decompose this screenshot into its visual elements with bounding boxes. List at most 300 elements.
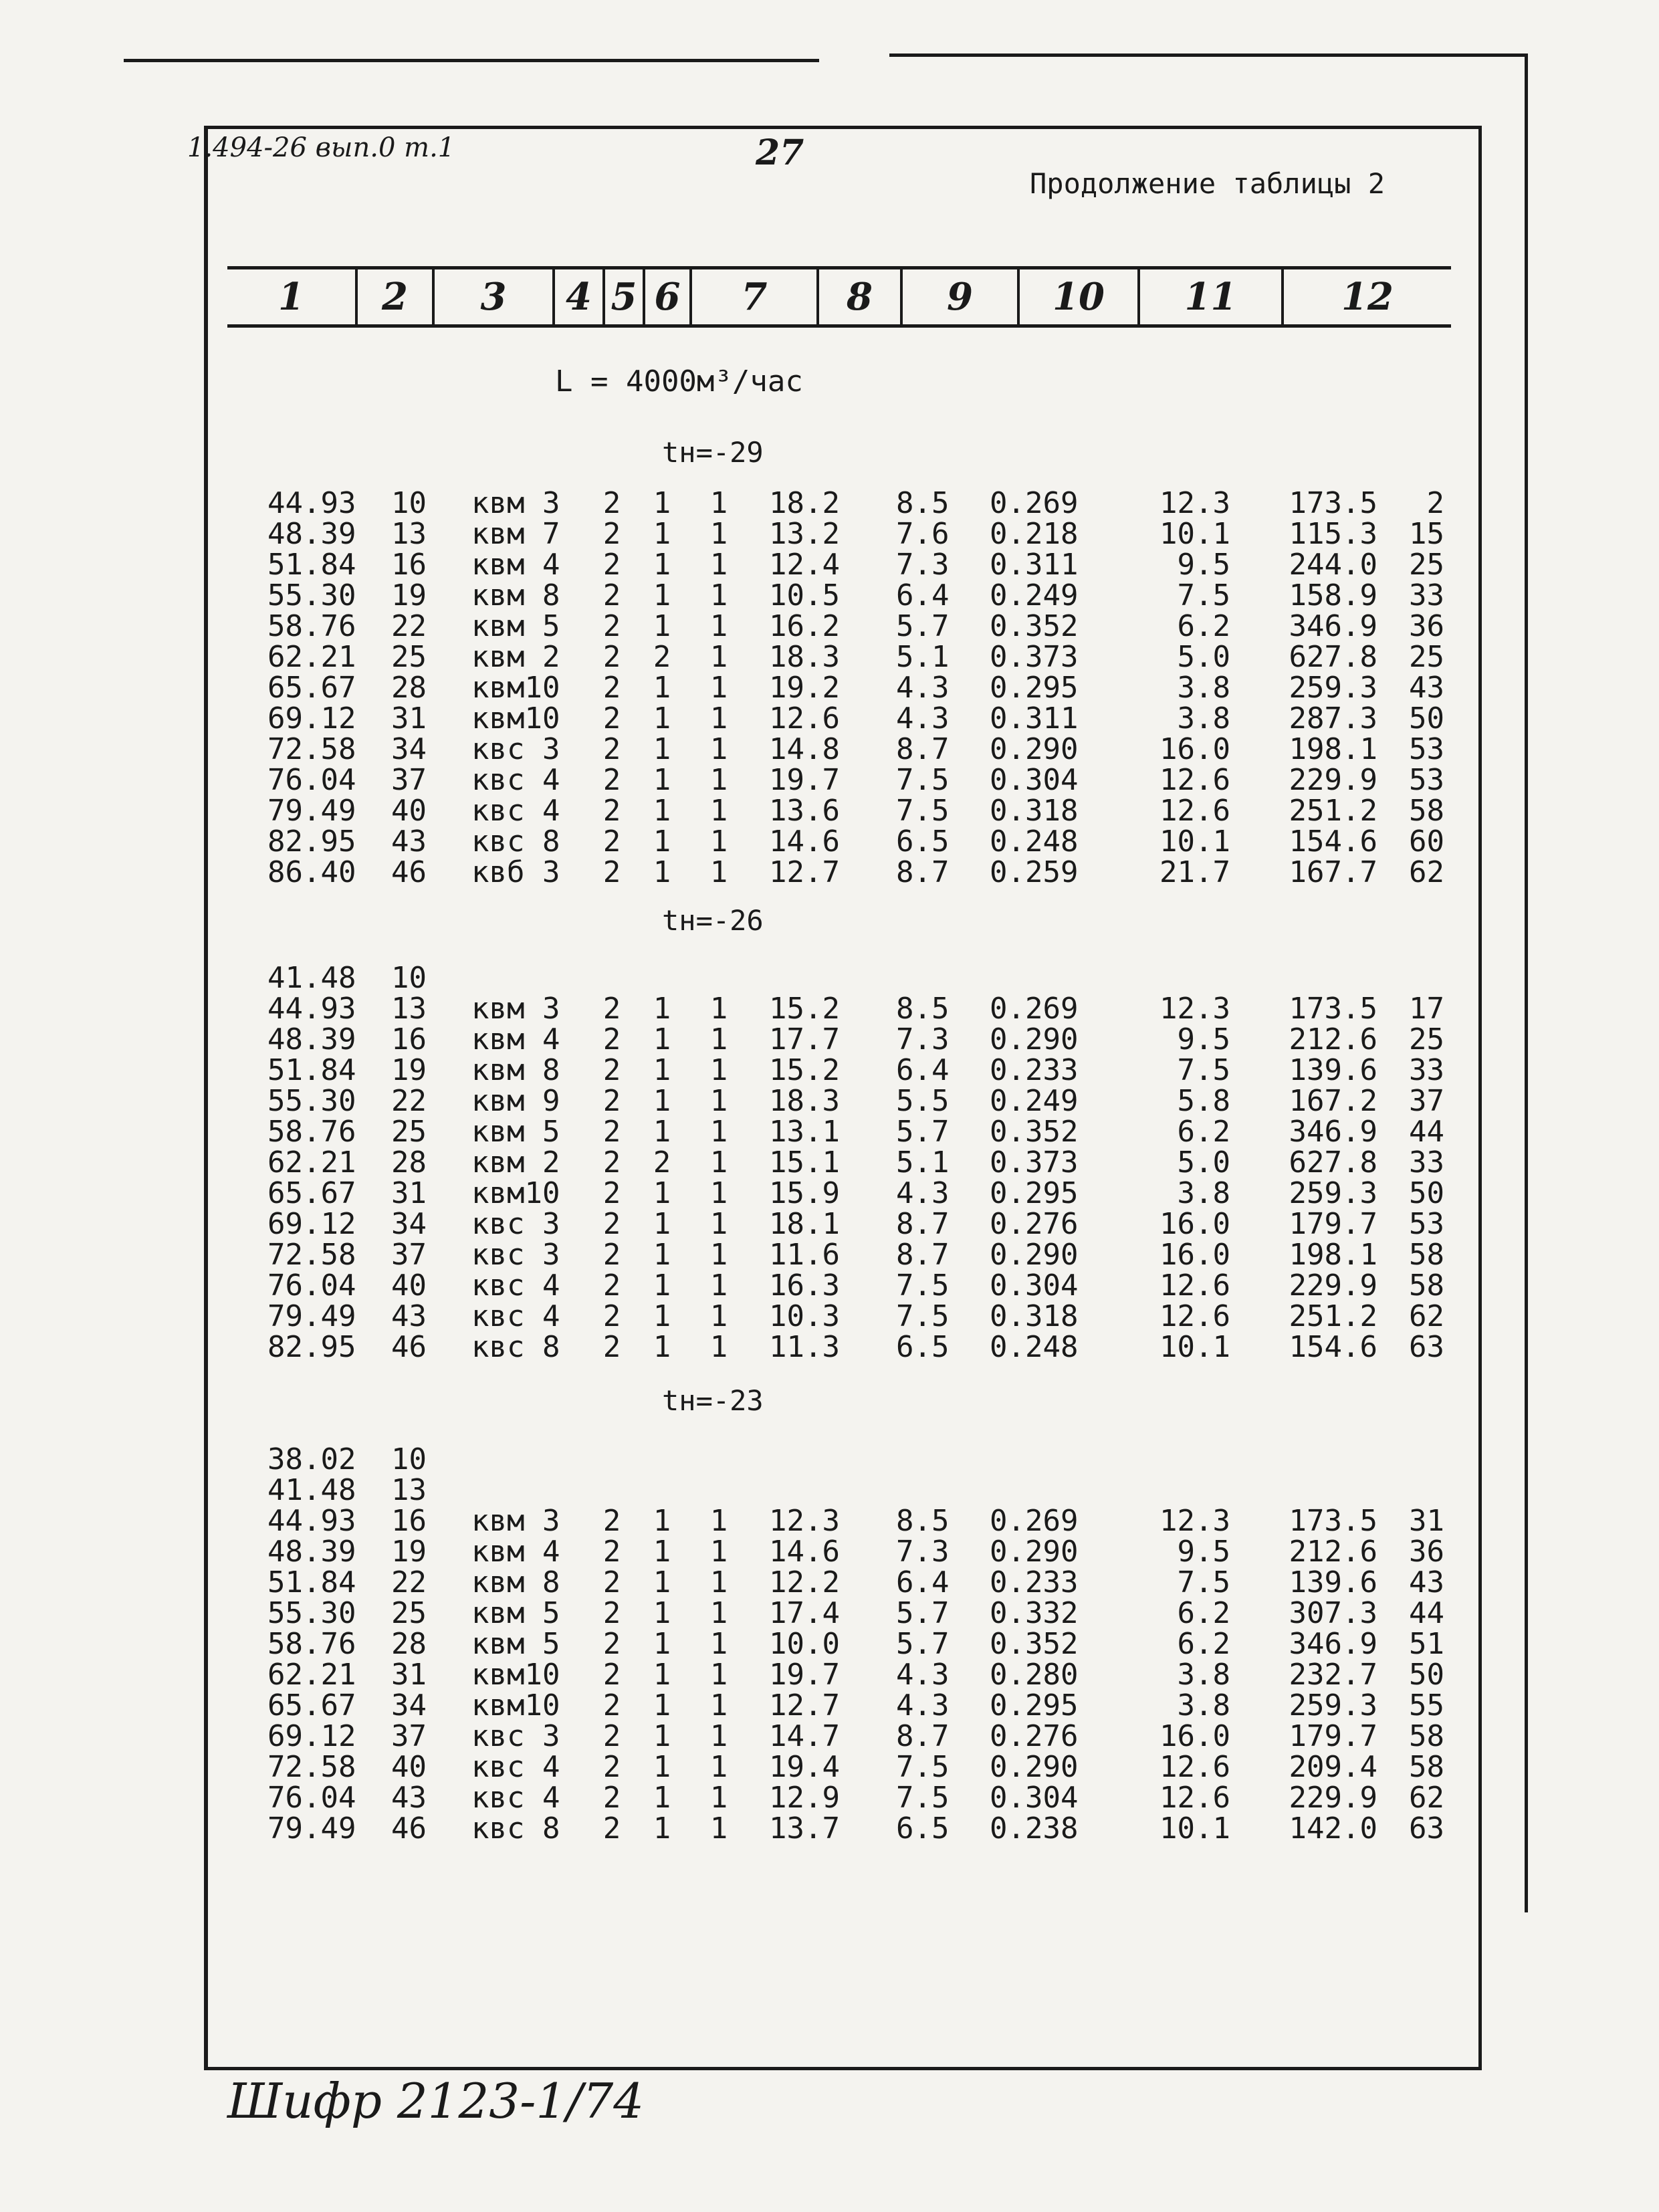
cell-col-7: 13.1 (769, 1115, 840, 1149)
cell-col-3: квм 5 (471, 1596, 560, 1630)
cell-col-6: 1 (709, 1299, 728, 1333)
cell-col-11: 251.2 (1289, 794, 1377, 828)
cell-col-12: 25 (1409, 1022, 1444, 1057)
cell-col-7: 16.2 (769, 609, 840, 643)
cell-col-4: 2 (602, 1719, 621, 1753)
cell-col-11: 232.7 (1289, 1658, 1377, 1692)
column-number-row (227, 266, 1451, 328)
cell-col-11: 173.5 (1289, 1504, 1377, 1538)
cell-col-2: 13 (391, 1473, 427, 1507)
table-row (0, 1537, 1659, 1567)
cell-col-5: 1 (653, 1299, 671, 1333)
cell-col-1: 79.49 (267, 794, 356, 828)
cell-col-2: 37 (391, 1238, 427, 1272)
cell-col-4: 2 (602, 640, 621, 674)
cell-col-11: 627.8 (1289, 640, 1377, 674)
cell-col-12: 58 (1409, 794, 1444, 828)
cell-col-11: 346.9 (1289, 1115, 1377, 1149)
cell-col-2: 25 (391, 640, 427, 674)
cell-col-4: 2 (602, 824, 621, 859)
cell-col-7: 11.6 (769, 1238, 840, 1272)
cell-col-9: 0.269 (990, 1504, 1079, 1538)
cell-col-12: 60 (1409, 824, 1444, 859)
cell-col-6: 1 (709, 609, 728, 643)
cell-col-5: 1 (653, 1750, 671, 1784)
cell-col-7: 18.3 (769, 1084, 840, 1118)
cell-col-5: 1 (653, 1053, 671, 1087)
cell-col-2: 46 (391, 855, 427, 889)
cell-col-5: 1 (653, 486, 671, 520)
cell-col-9: 0.269 (990, 992, 1079, 1026)
cell-col-2: 46 (391, 1811, 427, 1846)
cell-col-12: 33 (1409, 1053, 1444, 1087)
cell-col-7: 18.1 (769, 1207, 840, 1241)
cell-col-1: 72.58 (267, 1238, 356, 1272)
cell-col-3: квс 8 (471, 1330, 560, 1364)
column-number-5: 5 (605, 269, 645, 324)
cell-col-3: квм 9 (471, 1084, 560, 1118)
section-title: tн=-23 (662, 1384, 764, 1417)
cell-col-4: 2 (602, 1115, 621, 1149)
table-row (0, 1629, 1659, 1660)
cell-col-8: 8.7 (896, 732, 950, 766)
table-row (0, 1690, 1659, 1721)
cell-col-3: квм 5 (471, 1115, 560, 1149)
cell-col-12: 36 (1409, 1535, 1444, 1569)
cell-col-6: 1 (709, 1811, 728, 1846)
cell-col-1: 38.02 (267, 1442, 356, 1476)
cell-col-11: 167.2 (1289, 1084, 1377, 1118)
cell-col-3: квс 3 (471, 1719, 560, 1753)
cell-col-5: 1 (653, 855, 671, 889)
cell-col-5: 1 (653, 609, 671, 643)
cell-col-3: квм 5 (471, 609, 560, 643)
cell-col-6: 1 (709, 548, 728, 582)
cell-col-7: 15.9 (769, 1176, 840, 1210)
cell-col-11: 229.9 (1289, 763, 1377, 797)
cell-col-4: 2 (602, 1207, 621, 1241)
cell-col-2: 40 (391, 1268, 427, 1303)
table-row (0, 963, 1659, 994)
table-row (0, 1178, 1659, 1209)
cell-col-4: 2 (602, 486, 621, 520)
cell-col-1: 41.48 (267, 961, 356, 995)
cell-col-4: 2 (602, 1750, 621, 1784)
cell-col-7: 16.3 (769, 1268, 840, 1303)
cell-col-12: 43 (1409, 671, 1444, 705)
cell-col-12: 17 (1409, 992, 1444, 1026)
cell-col-6: 1 (709, 1268, 728, 1303)
cell-col-1: 58.76 (267, 609, 356, 643)
cell-col-9: 0.233 (990, 1053, 1079, 1087)
cell-col-6: 1 (709, 1596, 728, 1630)
cell-col-5: 1 (653, 1504, 671, 1538)
table-row (0, 488, 1659, 519)
section-title: tн=-29 (662, 436, 764, 469)
cell-col-7: 14.6 (769, 824, 840, 859)
table-row (0, 1567, 1659, 1598)
cell-col-3: квм10 (471, 1176, 560, 1210)
document-code: 1.494-26 вып.0 т.1 (187, 132, 455, 163)
cell-col-3: квб 3 (471, 855, 560, 889)
cell-col-7: 19.4 (769, 1750, 840, 1784)
cell-col-11: 259.3 (1289, 1176, 1377, 1210)
cell-col-9: 0.290 (990, 1535, 1079, 1569)
cell-col-10: 3.8 (1177, 1688, 1230, 1723)
cell-col-9: 0.352 (990, 1115, 1079, 1149)
cell-col-1: 79.49 (267, 1811, 356, 1846)
table-row (0, 550, 1659, 580)
cell-col-7: 13.2 (769, 517, 840, 551)
cell-col-2: 34 (391, 1688, 427, 1723)
cell-col-3: квс 4 (471, 1781, 560, 1815)
cell-col-9: 0.218 (990, 517, 1079, 551)
cell-col-4: 2 (602, 1504, 621, 1538)
cell-col-2: 43 (391, 1781, 427, 1815)
cell-col-6: 1 (709, 763, 728, 797)
cell-col-7: 17.7 (769, 1022, 840, 1057)
cell-col-10: 3.8 (1177, 671, 1230, 705)
cell-col-1: 55.30 (267, 1084, 356, 1118)
cell-col-6: 1 (709, 1658, 728, 1692)
cell-col-7: 14.8 (769, 732, 840, 766)
cell-col-1: 65.67 (267, 671, 356, 705)
cell-col-10: 16.0 (1159, 1238, 1230, 1272)
table-row (0, 519, 1659, 550)
cell-col-5: 1 (653, 578, 671, 613)
cell-col-9: 0.318 (990, 1299, 1079, 1333)
cell-col-1: 76.04 (267, 763, 356, 797)
cell-col-11: 142.0 (1289, 1811, 1377, 1846)
cell-col-2: 37 (391, 763, 427, 797)
cell-col-3: квм 4 (471, 1022, 560, 1057)
cell-col-12: 62 (1409, 855, 1444, 889)
section-title: tн=-26 (662, 904, 764, 937)
cell-col-4: 2 (602, 763, 621, 797)
table-row (0, 1086, 1659, 1117)
cell-col-12: 50 (1409, 1658, 1444, 1692)
cell-col-11: 287.3 (1289, 701, 1377, 736)
cell-col-7: 12.7 (769, 855, 840, 889)
cell-col-1: 82.95 (267, 1330, 356, 1364)
column-number-1: 1 (227, 269, 358, 324)
cell-col-11: 259.3 (1289, 671, 1377, 705)
cell-col-12: 53 (1409, 732, 1444, 766)
table-row (0, 1270, 1659, 1301)
cell-col-4: 2 (602, 1145, 621, 1180)
cell-col-3: квм10 (471, 701, 560, 736)
cell-col-12: 63 (1409, 1330, 1444, 1364)
cell-col-7: 12.7 (769, 1688, 840, 1723)
cell-col-5: 1 (653, 1084, 671, 1118)
cell-col-11: 229.9 (1289, 1781, 1377, 1815)
cell-col-7: 18.3 (769, 640, 840, 674)
cell-col-8: 4.3 (896, 701, 950, 736)
cell-col-5: 1 (653, 824, 671, 859)
cell-col-10: 16.0 (1159, 1207, 1230, 1241)
cell-col-8: 5.7 (896, 609, 950, 643)
cell-col-5: 1 (653, 1688, 671, 1723)
cell-col-12: 33 (1409, 1145, 1444, 1180)
cell-col-12: 25 (1409, 640, 1444, 674)
cell-col-11: 346.9 (1289, 1627, 1377, 1661)
top-rule-right (889, 53, 1525, 57)
cell-col-6: 1 (709, 1022, 728, 1057)
table-title: Продолжение таблицы 2 (1030, 167, 1386, 200)
cell-col-11: 244.0 (1289, 548, 1377, 582)
cell-col-12: 58 (1409, 1268, 1444, 1303)
cell-col-3: квм10 (471, 1688, 560, 1723)
cell-col-7: 10.0 (769, 1627, 840, 1661)
cell-col-8: 5.7 (896, 1115, 950, 1149)
cell-col-1: 79.49 (267, 1299, 356, 1333)
cell-col-6: 1 (709, 578, 728, 613)
cell-col-12: 50 (1409, 1176, 1444, 1210)
cell-col-11: 154.6 (1289, 824, 1377, 859)
cell-col-11: 627.8 (1289, 1145, 1377, 1180)
cell-col-4: 2 (602, 1268, 621, 1303)
cell-col-10: 12.6 (1159, 794, 1230, 828)
cell-col-1: 76.04 (267, 1781, 356, 1815)
cell-col-7: 14.7 (769, 1719, 840, 1753)
cell-col-8: 7.5 (896, 1299, 950, 1333)
table-row (0, 1301, 1659, 1332)
cell-col-10: 6.2 (1177, 1627, 1230, 1661)
cell-col-6: 1 (709, 1207, 728, 1241)
cell-col-8: 7.5 (896, 794, 950, 828)
flow-label: L = 4000м³/час (555, 364, 803, 399)
cell-col-3: квм 7 (471, 517, 560, 551)
cell-col-11: 158.9 (1289, 578, 1377, 613)
cell-col-5: 2 (653, 640, 671, 674)
cell-col-8: 4.3 (896, 1688, 950, 1723)
cell-col-8: 6.4 (896, 1565, 950, 1599)
cell-col-9: 0.249 (990, 578, 1079, 613)
cell-col-3: квм 8 (471, 578, 560, 613)
cell-col-4: 2 (602, 1596, 621, 1630)
cell-col-10: 10.1 (1159, 1330, 1230, 1364)
cell-col-4: 2 (602, 701, 621, 736)
cell-col-7: 19.2 (769, 671, 840, 705)
cell-col-6: 1 (709, 1238, 728, 1272)
cell-col-9: 0.311 (990, 701, 1079, 736)
cell-col-4: 2 (602, 1176, 621, 1210)
cell-col-10: 12.3 (1159, 1504, 1230, 1538)
cell-col-5: 1 (653, 1596, 671, 1630)
cell-col-6: 1 (709, 1750, 728, 1784)
cell-col-6: 1 (709, 794, 728, 828)
cell-col-7: 17.4 (769, 1596, 840, 1630)
cell-col-9: 0.304 (990, 1781, 1079, 1815)
cell-col-10: 3.8 (1177, 1176, 1230, 1210)
cell-col-1: 82.95 (267, 824, 356, 859)
cell-col-1: 51.84 (267, 1053, 356, 1087)
cell-col-10: 12.6 (1159, 763, 1230, 797)
cell-col-1: 62.21 (267, 1145, 356, 1180)
cell-col-3: квм 2 (471, 1145, 560, 1180)
cell-col-11: 212.6 (1289, 1022, 1377, 1057)
cell-col-10: 6.2 (1177, 1596, 1230, 1630)
cell-col-4: 2 (602, 732, 621, 766)
cell-col-9: 0.280 (990, 1658, 1079, 1692)
cell-col-7: 19.7 (769, 763, 840, 797)
cell-col-6: 1 (709, 1781, 728, 1815)
cell-col-4: 2 (602, 578, 621, 613)
cell-col-6: 1 (709, 640, 728, 674)
cell-col-12: 62 (1409, 1781, 1444, 1815)
cell-col-4: 2 (602, 1299, 621, 1333)
table-row (0, 1813, 1659, 1844)
cell-col-9: 0.373 (990, 1145, 1079, 1180)
cell-col-8: 6.5 (896, 1330, 950, 1364)
cell-col-12: 33 (1409, 578, 1444, 613)
cell-col-2: 40 (391, 794, 427, 828)
cell-col-3: квс 3 (471, 732, 560, 766)
cell-col-1: 48.39 (267, 517, 356, 551)
cell-col-9: 0.259 (990, 855, 1079, 889)
cell-col-12: 62 (1409, 1299, 1444, 1333)
cell-col-2: 10 (391, 1442, 427, 1476)
cell-col-11: 167.7 (1289, 855, 1377, 889)
cell-col-3: квм 3 (471, 1504, 560, 1538)
page-number: 27 (756, 132, 804, 173)
cell-col-11: 259.3 (1289, 1688, 1377, 1723)
cell-col-6: 1 (709, 1535, 728, 1569)
cell-col-5: 2 (653, 1145, 671, 1180)
cell-col-11: 154.6 (1289, 1330, 1377, 1364)
cell-col-8: 7.6 (896, 517, 950, 551)
cell-col-10: 6.2 (1177, 609, 1230, 643)
cell-col-2: 25 (391, 1596, 427, 1630)
column-number-6: 6 (645, 269, 692, 324)
cell-col-8: 8.7 (896, 1238, 950, 1272)
cell-col-9: 0.290 (990, 1750, 1079, 1784)
cell-col-8: 8.7 (896, 1719, 950, 1753)
cell-col-1: 58.76 (267, 1115, 356, 1149)
cell-col-8: 7.5 (896, 1750, 950, 1784)
table-row (0, 1332, 1659, 1363)
cell-col-2: 46 (391, 1330, 427, 1364)
cell-col-4: 2 (602, 517, 621, 551)
cell-col-12: 50 (1409, 701, 1444, 736)
cell-col-7: 12.9 (769, 1781, 840, 1815)
cell-col-11: 115.3 (1289, 517, 1377, 551)
table-row (0, 1721, 1659, 1752)
cell-col-11: 198.1 (1289, 1238, 1377, 1272)
column-number-2: 2 (358, 269, 435, 324)
cell-col-2: 40 (391, 1750, 427, 1784)
cell-col-3: квм 8 (471, 1053, 560, 1087)
table-row (0, 994, 1659, 1024)
cell-col-12: 44 (1409, 1596, 1444, 1630)
table-row (0, 580, 1659, 611)
cell-col-2: 28 (391, 1145, 427, 1180)
column-number-4: 4 (555, 269, 605, 324)
cell-col-8: 8.5 (896, 1504, 950, 1538)
cell-col-4: 2 (602, 1053, 621, 1087)
cell-col-2: 34 (391, 1207, 427, 1241)
cell-col-1: 44.93 (267, 992, 356, 1026)
cell-col-6: 1 (709, 992, 728, 1026)
table-row (0, 642, 1659, 673)
cell-col-5: 1 (653, 1719, 671, 1753)
table-row (0, 734, 1659, 765)
table-row (0, 1444, 1659, 1475)
cell-col-7: 12.3 (769, 1504, 840, 1538)
cell-col-8: 7.5 (896, 1268, 950, 1303)
cell-col-4: 2 (602, 1688, 621, 1723)
cell-col-2: 22 (391, 1084, 427, 1118)
cell-col-10: 7.5 (1177, 1565, 1230, 1599)
table-row (0, 1024, 1659, 1055)
cell-col-2: 16 (391, 1022, 427, 1057)
cell-col-1: 62.21 (267, 640, 356, 674)
cell-col-1: 55.30 (267, 1596, 356, 1630)
table-row (0, 673, 1659, 703)
cell-col-9: 0.295 (990, 671, 1079, 705)
cell-col-3: квс 4 (471, 1299, 560, 1333)
cell-col-9: 0.304 (990, 1268, 1079, 1303)
cell-col-6: 1 (709, 1053, 728, 1087)
table-row (0, 703, 1659, 734)
cell-col-9: 0.352 (990, 609, 1079, 643)
cell-col-10: 12.6 (1159, 1750, 1230, 1784)
cell-col-12: 2 (1426, 486, 1444, 520)
cell-col-6: 1 (709, 1145, 728, 1180)
cell-col-5: 1 (653, 1781, 671, 1815)
cell-col-11: 346.9 (1289, 609, 1377, 643)
cell-col-9: 0.290 (990, 1022, 1079, 1057)
cell-col-9: 0.304 (990, 763, 1079, 797)
table-row (0, 611, 1659, 642)
cell-col-2: 28 (391, 1627, 427, 1661)
table-row (0, 1209, 1659, 1240)
cell-col-8: 5.1 (896, 1145, 950, 1180)
table-row (0, 1240, 1659, 1270)
cell-col-12: 43 (1409, 1565, 1444, 1599)
cell-col-5: 1 (653, 732, 671, 766)
cell-col-6: 1 (709, 486, 728, 520)
cell-col-8: 5.1 (896, 640, 950, 674)
cell-col-5: 1 (653, 1565, 671, 1599)
column-number-12: 12 (1341, 275, 1394, 319)
table-row (0, 1783, 1659, 1813)
cell-col-9: 0.311 (990, 548, 1079, 582)
table-row (0, 1475, 1659, 1506)
cell-col-2: 37 (391, 1719, 427, 1753)
cell-col-10: 3.8 (1177, 701, 1230, 736)
cell-col-8: 8.7 (896, 1207, 950, 1241)
cell-col-5: 1 (653, 1176, 671, 1210)
cell-col-12: 31 (1409, 1504, 1444, 1538)
cell-col-11: 139.6 (1289, 1565, 1377, 1599)
cell-col-5: 1 (653, 548, 671, 582)
cell-col-2: 19 (391, 1535, 427, 1569)
column-number-11: 11 (1140, 269, 1284, 324)
footer-code: Шифр 2123-1/74 (227, 2073, 645, 2129)
cell-col-2: 16 (391, 548, 427, 582)
cell-col-6: 1 (709, 824, 728, 859)
cell-col-4: 2 (602, 1658, 621, 1692)
cell-col-12: 25 (1409, 548, 1444, 582)
cell-col-7: 13.6 (769, 794, 840, 828)
cell-col-8: 7.3 (896, 548, 950, 582)
table-row (0, 826, 1659, 857)
cell-col-12: 55 (1409, 1688, 1444, 1723)
cell-col-4: 2 (602, 855, 621, 889)
cell-col-6: 1 (709, 1115, 728, 1149)
cell-col-9: 0.248 (990, 1330, 1079, 1364)
